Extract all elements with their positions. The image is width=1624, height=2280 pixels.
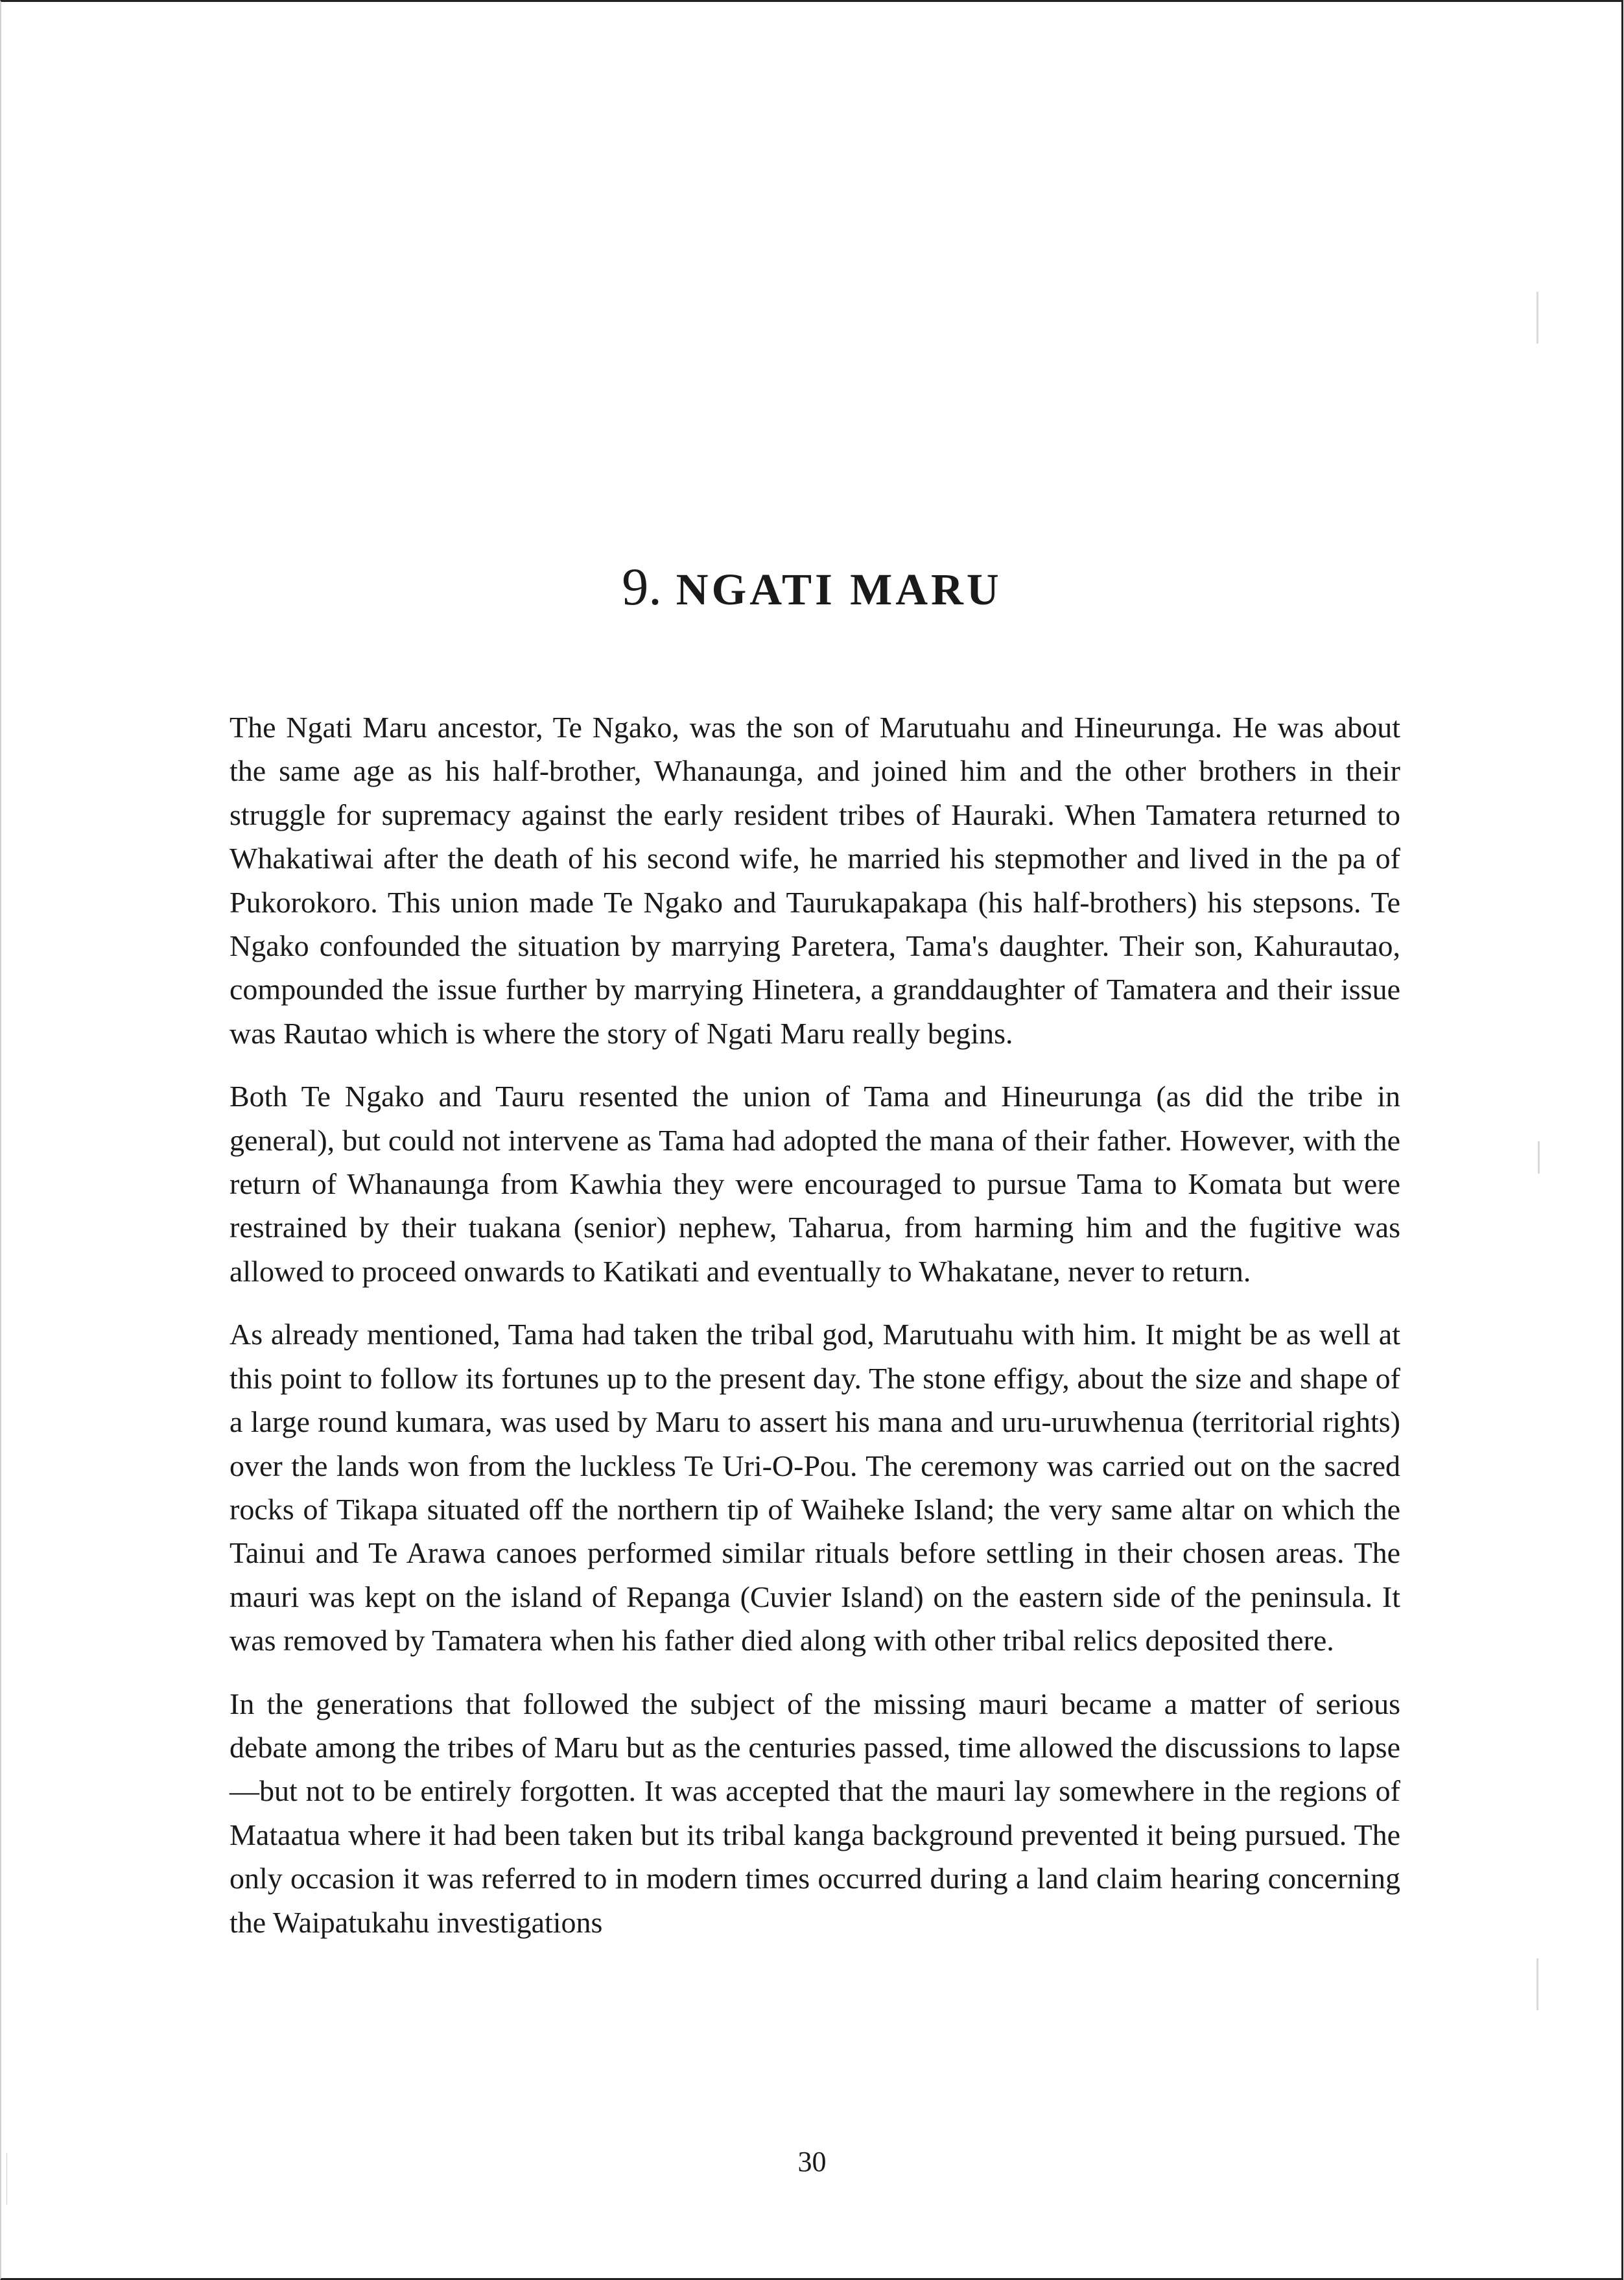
paragraph-4: In the generations that followed the subject of the missing mauri became a matter of serious debate among the tribes of Maru but as the centuries passed, time allowed the discussions to lapse—but not to be entirely forgotten. It was accepted that the mauri lay somewhere in the regions of Mataatua where it had been taken but its tribal kanga background prevented it being pursued. The only occasion it was referred to in modern times occurred during a land claim hearing concerning the Waipatukahu investigations — [229, 1687, 1400, 1939]
page-number: 30 — [797, 2146, 827, 2178]
paragraph-1: The Ngati Maru ancestor, Te Ngako, was the son of Marutuahu and Hineurunga. He was about the same age as his half-brother, Whanaunga, and joined him and the other brothers in their struggle for supremacy against the early resident tribes of Hauraki. When Tamatera returned to Whakatiwai after the death of his second wife, he married his stepmother and lived in the pa of Pukorokoro. This union made Te Ngako and Taurukapakapa (his half-brothers) his stepsons. Te Ngako confounded the situation by marrying Paretera, Tama's daughter. Their son, Kahurautao, compounded the issue further by marrying Hinetera, a granddaughter of Tamatera and their issue was Rautao which is where the story of Ngati Maru really begins. — [229, 711, 1400, 1050]
body-text — [229, 706, 1400, 1964]
paragraph-2: Both Te Ngako and Tauru resented the union of Tama and Hineurunga (as did the tribe in general), but could not intervene as Tama had adopted the mana of their father. However, with the return of Whanaunga from Kawhia they were encouraged to pursue Tama to Komata but were restrained by their tuakana (senior) nephew, Taharua, from harming him and the fugitive was allowed to proceed onwards to Katikati and eventually to Whakatane, never to return. — [229, 1080, 1400, 1288]
scan-edge-line — [6, 2153, 7, 2205]
binding-mark-bottom — [1536, 1958, 1538, 2010]
paragraph-3: As already mentioned, Tama had taken the tribal god, Marutuahu with him. It might be as well at this point to follow its fortunes up to the present day. The stone effigy, about the size and shape of a large round kumara, was used by Maru to assert his mana and uru-uruwhenua (territorial rights) over the lands won from the luckless Te Uri-O-Pou. The ceremony was carried out on the sacred rocks of Tikapa situated off the northern tip of Waiheke Island; the very same altar on which the Tainui and Te Arawa canoes performed similar rituals before settling in their chosen areas. The mauri was kept on the island of Repanga (Cuvier Island) on the eastern side of the peninsula. It was removed by Tamatera when his father died along with other tribal relics deposited there. — [229, 1318, 1400, 1657]
chapter-number: 9. — [622, 557, 662, 616]
binding-mark-top — [1536, 292, 1538, 344]
chapter-title-text: NGATI MARU — [676, 565, 1002, 614]
binding-mark-middle — [1538, 1141, 1540, 1174]
chapter-title — [0, 556, 1624, 617]
